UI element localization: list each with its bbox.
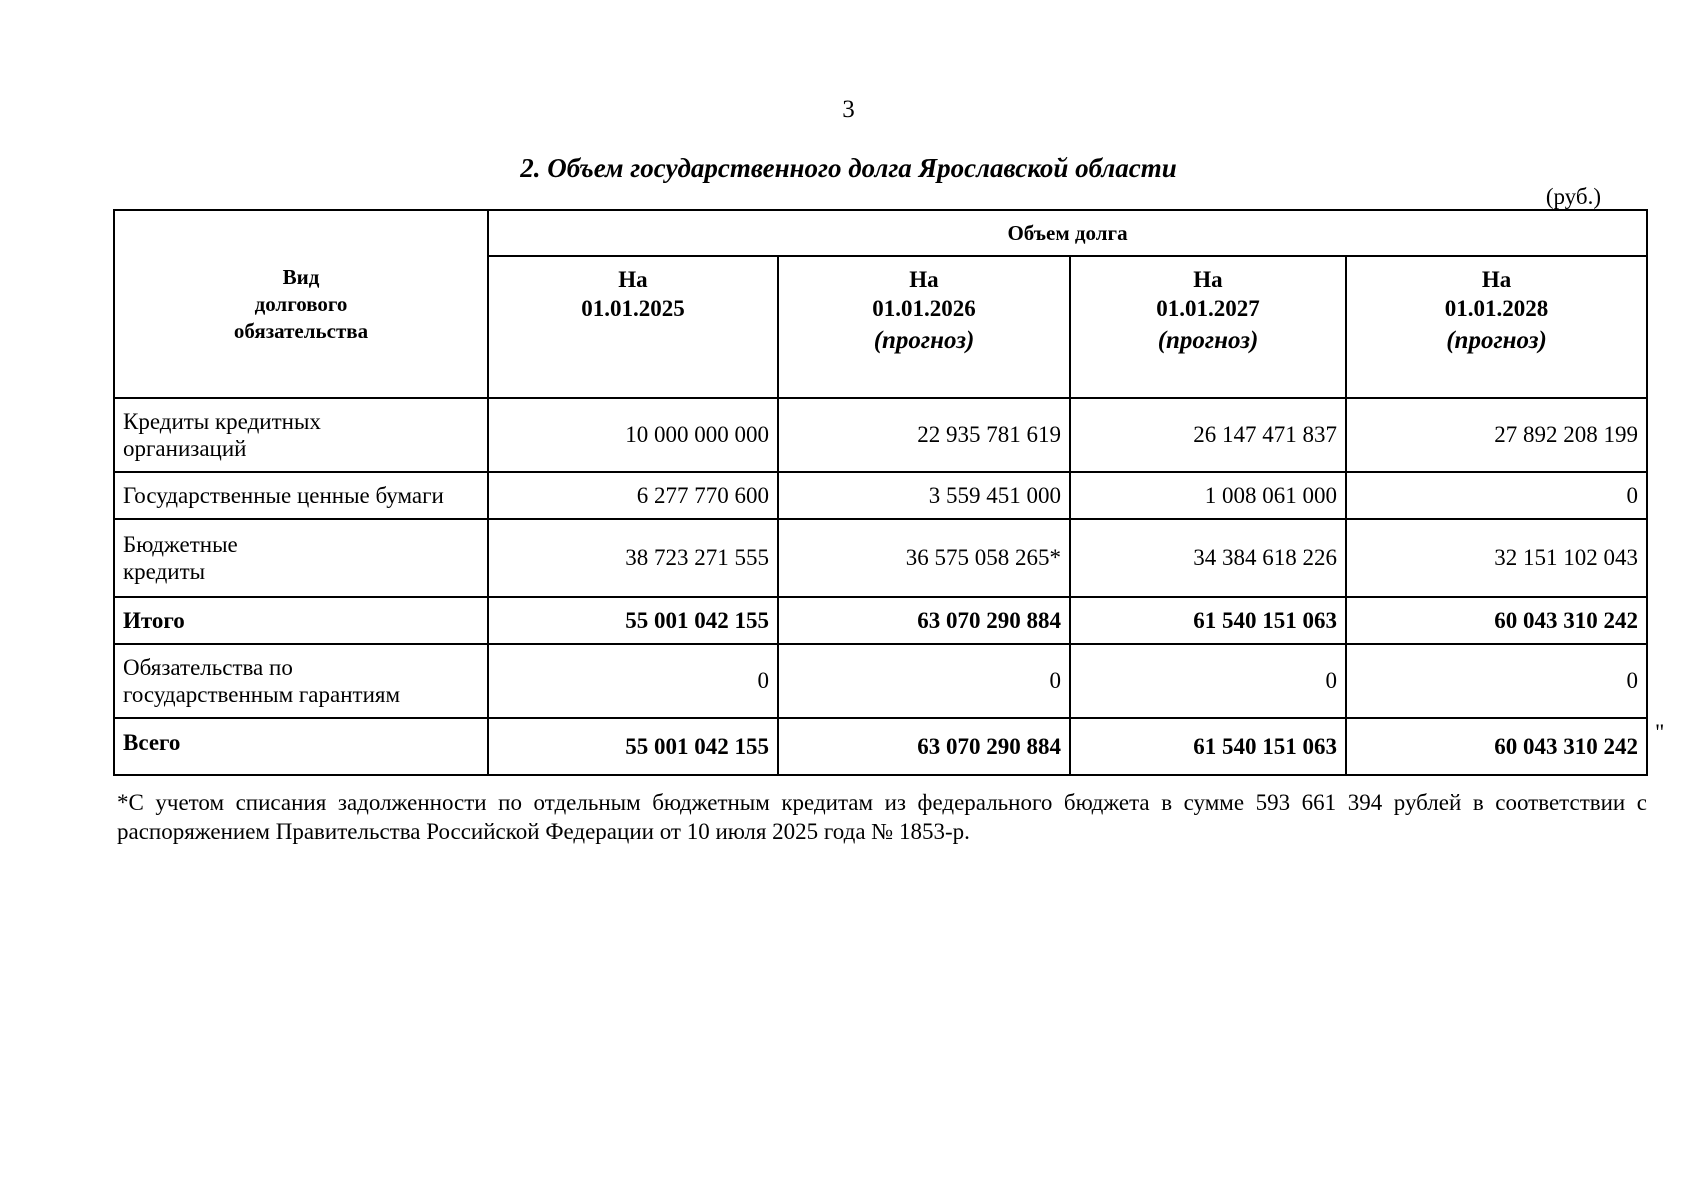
units-label: (руб.) — [1545, 184, 1601, 209]
debt-volume-table — [113, 209, 1648, 776]
table-cell: 60 043 310 242 — [1346, 718, 1647, 775]
row-label — [114, 398, 488, 472]
row-label-line: Кредиты кредитных — [123, 409, 321, 434]
header-forecast-note: (прогноз) — [1157, 327, 1259, 354]
table-row-grand-total — [114, 718, 1647, 775]
table-cell: 1 008 061 000 — [1070, 472, 1346, 519]
table-cell: 6 277 770 600 — [488, 472, 778, 519]
row-label-line: Итого — [123, 608, 185, 633]
table-cell: 55 001 042 155 — [488, 597, 778, 644]
header-forecast-note: (прогноз) — [1446, 327, 1547, 354]
table-row-credit-org-loans — [114, 398, 1647, 472]
table-cell: 0 — [1346, 644, 1647, 718]
row-label-line: государственным гарантиям — [123, 682, 401, 707]
table-cell: 10 000 000 000 — [488, 398, 778, 472]
header-debt-volume: Объем долга — [488, 210, 1647, 256]
header-debt-kind-line: Вид — [282, 264, 320, 289]
header-date-value: 01.01.2028 — [1444, 296, 1549, 321]
header-date-value: 01.01.2027 — [1156, 296, 1260, 321]
document-title: 2. Объем государственного долга Ярославской области — [520, 153, 1177, 183]
header-date-prefix: На — [1193, 267, 1223, 292]
table-cell: 32 151 102 043 — [1346, 519, 1647, 597]
table-row-subtotal — [114, 597, 1647, 644]
table-cell: 34 384 618 226 — [1070, 519, 1346, 597]
header-debt-kind-line: обязательства — [233, 318, 369, 343]
header-date-2026 — [778, 256, 1070, 398]
row-label-line: Обязательства по — [123, 655, 293, 680]
row-label-line: кредиты — [123, 559, 206, 584]
row-label-line: Бюджетные — [123, 532, 238, 557]
table-cell: 61 540 151 063 — [1070, 597, 1346, 644]
footnote: *С учетом списания задолженности по отдельным бюджетным кредитам из федерального бюджета в сумме 593 661 394 рублей в соответствии с распоряжением Правительства Российской Федерации от 10 июля 2025 года № 1853-р. — [117, 790, 1647, 844]
header-debt-kind-line: долгового — [254, 291, 348, 316]
table-cell: 63 070 290 884 — [778, 718, 1070, 775]
table-cell: 22 935 781 619 — [778, 398, 1070, 472]
row-label — [114, 644, 488, 718]
header-date-2025 — [488, 256, 778, 398]
row-label-line: Государственные ценные бумаги — [123, 483, 444, 508]
row-label — [114, 472, 488, 519]
header-date-2027 — [1070, 256, 1346, 398]
table-cell: 0 — [1070, 644, 1346, 718]
header-date-value: 01.01.2026 — [872, 296, 976, 321]
table-row-government-securities — [114, 472, 1647, 519]
table-cell: 38 723 271 555 — [488, 519, 778, 597]
row-label-line: Всего — [123, 730, 181, 755]
table-row-guarantee-obligations — [114, 644, 1647, 718]
header-date-2028 — [1346, 256, 1647, 398]
header-date-prefix: На — [1481, 267, 1512, 292]
header-date-prefix: На — [909, 267, 939, 292]
table-cell: 61 540 151 063 — [1070, 718, 1346, 775]
table-cell: 36 575 058 265* — [778, 519, 1070, 597]
table-cell: 63 070 290 884 — [778, 597, 1070, 644]
row-label-line: организаций — [123, 436, 247, 461]
row-label — [114, 718, 488, 775]
header-date-prefix: На — [618, 267, 648, 292]
header-forecast-note: (прогноз) — [873, 327, 975, 354]
closing-quote-mark: " — [1655, 720, 1665, 745]
table-cell: 0 — [1346, 472, 1647, 519]
page-number: 3 — [842, 96, 855, 123]
table-cell: 3 559 451 000 — [778, 472, 1070, 519]
table-cell: 55 001 042 155 — [488, 718, 778, 775]
header-date-value: 01.01.2025 — [581, 296, 685, 321]
table-cell: 27 892 208 199 — [1346, 398, 1647, 472]
table-cell: 0 — [488, 644, 778, 718]
table-cell: 26 147 471 837 — [1070, 398, 1346, 472]
table-cell: 0 — [778, 644, 1070, 718]
table-cell: 60 043 310 242 — [1346, 597, 1647, 644]
row-label — [114, 597, 488, 644]
header-debt-kind — [114, 210, 488, 398]
row-label — [114, 519, 488, 597]
table-row-budget-loans — [114, 519, 1647, 597]
